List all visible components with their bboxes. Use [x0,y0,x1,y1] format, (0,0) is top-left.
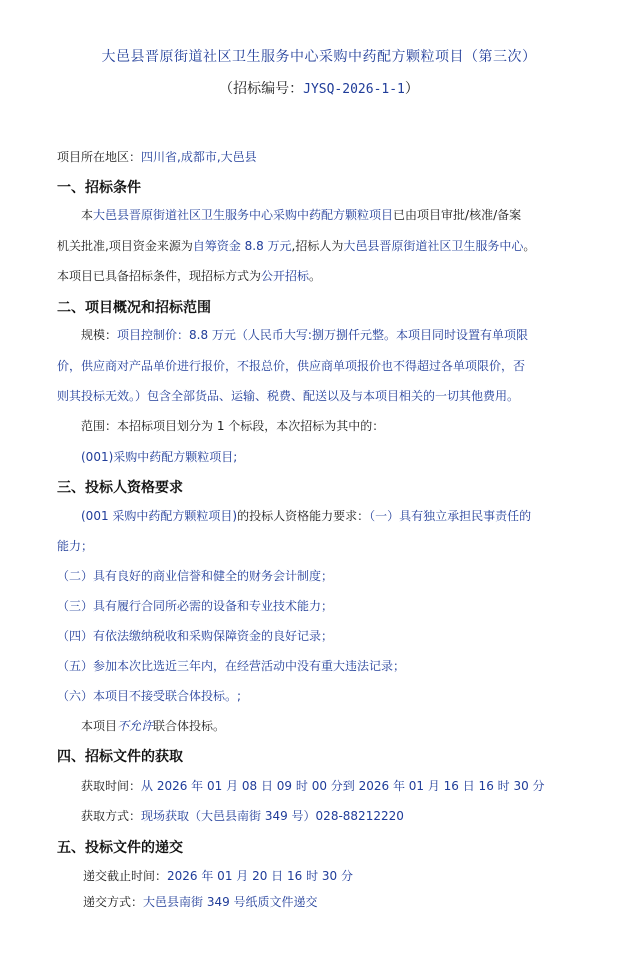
s3-req-3: （三）具有履行合同所必需的设备和专业技术能力； [57,599,334,613]
s5-method-value: 大邑县南街 349 号纸质文件递交 [143,895,318,909]
s2-line-3: 则其投标无效。）包含全部货品、运输、税费、配送以及与本项目相关的一切其他费用。 [57,389,520,403]
s1-method: 公开招标 [261,269,310,283]
s2-line-4: 范围：本招标项目划分为 1 个标段，本次招标为其中的： [81,419,385,433]
s3-l8-text-2: 联合体投标。 [153,719,226,733]
s3-lot-name: (001 采购中药配方颗粒项目) [81,509,238,523]
s3-l1-text: 的投标人资格能力要求： [237,509,370,523]
s3-consortium-value: 不允许 [117,719,154,733]
section-2-heading: 二、项目概况和招标范围 [57,300,211,316]
section-3-heading: 三、投标人资格要求 [57,480,183,496]
s2-lot: (001)采购中药配方颗粒项目; [81,450,238,464]
s3-req-5: （五）参加本次比选近三年内，在经营活动中没有重大违法记录； [57,659,406,673]
s4-method-line [81,808,404,824]
page-title: 大邑县晋原街道社区卫生服务中心采购中药配方颗粒项目（第三次） [101,49,537,65]
s4-time-value: 从 2026 年 01 月 08 日 09 时 00 分到 2026 年 01 月 16 日 16 时 30 分 [141,779,545,793]
s1-l3-text: 本项目已具备招标条件，现招标方式为 [57,269,262,283]
section-1-heading: 一、招标条件 [57,180,141,196]
section-4-heading: 四、招标文件的获取 [57,749,183,765]
s5-method-line [83,894,318,910]
location-label: 项目所在地区： [57,150,142,164]
s1-tenderer: 大邑县晋原街道社区卫生服务中心 [343,239,524,253]
s5-deadline-label: 递交截止时间： [83,869,168,883]
s4-method-label: 获取方式： [81,809,142,823]
s2-scale-label: 规模： [81,328,118,342]
s2-line-1 [81,327,528,343]
s1-l1-text: 本 [81,208,94,222]
s1-project-name: 大邑县晋原街道社区卫生服务中心采购中药配方颗粒项目 [93,208,394,222]
s3-line-2: 能力； [57,539,94,553]
s3-req-4: （四）有依法缴纳税收和采购保障资金的良好记录； [57,629,334,643]
tender-code-line [0,78,638,98]
s4-time-line [81,778,545,794]
s1-l2-text: 机关批准,项目资金来源为 [57,239,193,253]
s5-deadline-value: 2026 年 01 月 20 日 16 时 30 分 [167,869,353,883]
s3-line-1 [81,508,531,524]
s1-l3-text-2: 。 [309,269,322,283]
s1-l2-text-2: ,招标人为 [291,239,344,253]
s1-l2-text-3: 。 [523,239,536,253]
s4-time-label: 获取时间： [81,779,142,793]
s1-l1-text-2: 已由项目审批/核准/备案 [393,208,522,222]
s3-l8-text: 本项目 [81,719,118,733]
tender-code-suffix: ） [404,81,419,97]
tender-code: JYSQ-2026-1-1 [303,82,405,97]
s3-consortium-line [81,718,225,734]
location-value: 四川省,成都市,大邑县 [141,150,257,164]
s1-line-3 [57,268,321,284]
s3-req-6: （六）本项目不接受联合体投标。; [57,689,242,703]
section-5-heading: 五、投标文件的递交 [57,840,183,856]
s5-method-label: 递交方式： [83,895,144,909]
tender-code-prefix: （招标编号： [219,81,304,97]
s5-deadline-line [83,868,353,884]
project-location [57,149,257,165]
s2-line-2: 价，供应商对产品单价进行报价，不报总价，供应商单项报价也不得超过各单项限价，否 [57,359,526,373]
s3-req-2: （二）具有良好的商业信誉和健全的财务会计制度； [57,569,334,583]
s3-req-1: （一）具有独立承担民事责任的 [369,509,532,523]
s1-line-1 [81,207,521,223]
s2-scale-value: 项目控制价：8.8 万元（人民币大写:捌万捌仟元整。本项目同时设置有单项限 [117,328,528,342]
s4-method-value: 现场获取（大邑县南街 349 号）028-88212220 [141,809,404,823]
s1-line-2 [57,238,535,254]
s1-funding: 自筹资金 8.8 万元 [192,239,292,253]
